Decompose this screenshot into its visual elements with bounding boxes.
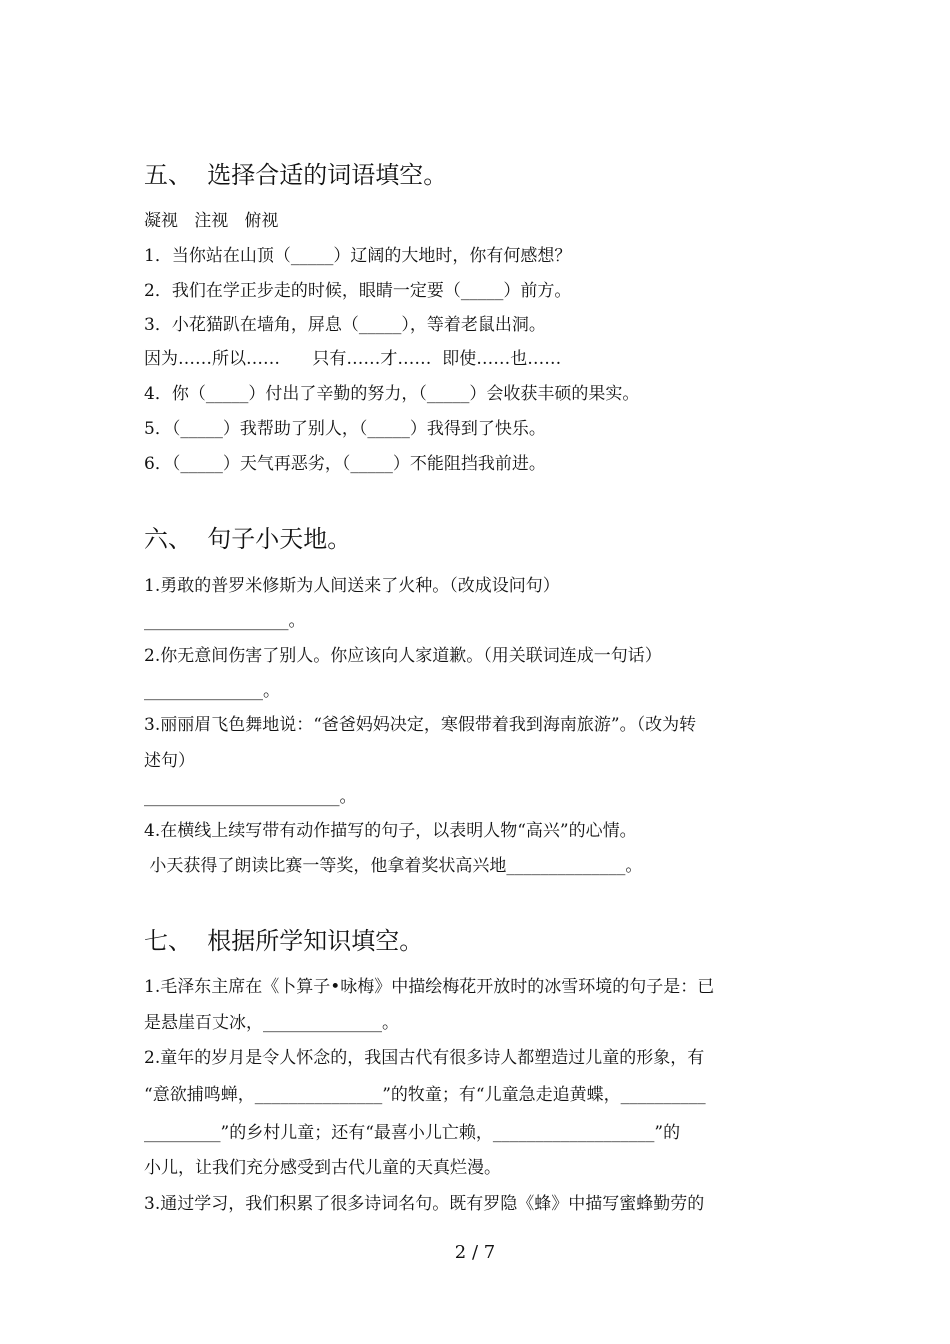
question-line: 2.你无意间伤害了别人。你应该向人家道歉。（用关联词连成一句话） xyxy=(144,646,662,666)
section-5-title: 五、 选择合适的词语填空。 xyxy=(144,161,448,189)
section-6-title: 六、 句子小天地。 xyxy=(144,525,352,553)
page-number: 2 / 7 xyxy=(454,1242,496,1263)
question-line: 2．我们在学正步走的时候，眼睛一定要（_____）前方。 xyxy=(144,281,572,301)
question-line: _________”的乡村儿童；还有“最喜小儿亡赖，___________________”的 xyxy=(144,1123,681,1143)
section-7-title: 七、 根据所学知识填空。 xyxy=(144,927,424,955)
question-line: 3.丽丽眉飞色舞地说：“爸爸妈妈决定，寒假带着我到海南旅游”。（改为转 xyxy=(144,715,697,735)
word-bank: 凝视 注视 俯视 xyxy=(144,211,279,231)
question-line: 小天获得了朗读比赛一等奖，他拿着奖状高兴地______________。 xyxy=(144,856,643,876)
question-line: 3．小花猫趴在墙角，屏息（_____），等着老鼠出洞。 xyxy=(144,315,546,335)
conjunction-bank: 因为……所以…… 只有……才…… 即使……也…… xyxy=(144,349,562,369)
question-line: 3.通过学习，我们积累了很多诗词名句。既有罗隐《蜂》中描写蜜蜂勤劳的 xyxy=(144,1194,705,1214)
question-line: 述句） xyxy=(144,751,195,771)
question-line: “意欲捕鸣蝉，_______________”的牧童；有“儿童急走追黄蝶，__________ xyxy=(144,1085,706,1105)
question-line: 6．（_____）天气再恶劣，（_____）不能阻挡我前进。 xyxy=(144,454,546,474)
question-line: 5．（_____）我帮助了别人，（_____）我得到了快乐。 xyxy=(144,419,546,439)
question-line: 1.毛泽东主席在《卜算子•咏梅》中描绘梅花开放时的冰雪环境的句子是：已 xyxy=(144,977,715,997)
question-line: 是悬崖百丈冰，______________。 xyxy=(144,1013,399,1033)
answer-line: _________________。 xyxy=(144,611,306,631)
answer-line: _______________________。 xyxy=(144,787,357,807)
question-line: 小儿，让我们充分感受到古代儿童的天真烂漫。 xyxy=(144,1158,501,1178)
question-line: 1．当你站在山顶（_____）辽阔的大地时，你有何感想？ xyxy=(144,246,572,266)
question-line: 1.勇敢的普罗米修斯为人间送来了火种。（改成设问句） xyxy=(144,576,560,596)
answer-line: ______________。 xyxy=(144,681,280,701)
question-line: 4.在横线上续写带有动作描写的句子，以表明人物“高兴”的心情。 xyxy=(144,821,637,841)
question-line: 2.童年的岁月是令人怀念的，我国古代有很多诗人都塑造过儿童的形象，有 xyxy=(144,1048,705,1068)
question-line: 4．你（_____）付出了辛勤的努力，（_____）会收获丰硕的果实。 xyxy=(144,384,640,404)
